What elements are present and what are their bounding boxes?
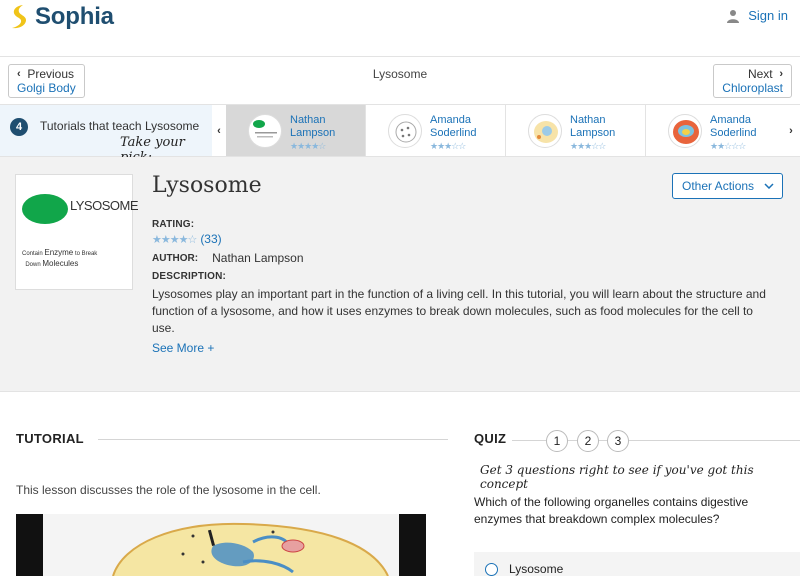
chevron-left-icon: ‹ [217, 124, 221, 137]
answer-text: Lysosome [509, 562, 564, 576]
rating-count[interactable]: (33) [200, 232, 222, 246]
chevron-down-icon [764, 183, 774, 189]
tutorial-count-badge: 4 [10, 118, 28, 136]
other-actions-label: Other Actions [682, 179, 755, 193]
tutorial-author: Amanda Soderlind [430, 114, 477, 139]
tutorial-card[interactable] [366, 105, 506, 156]
tutorial-rating-stars: ★★☆☆☆ [710, 141, 746, 151]
see-more-link[interactable]: See More + [152, 341, 215, 355]
tutorial-title: Lysosome [152, 173, 262, 198]
tutorials-strip-label: Tutorials that teach Lysosome [40, 119, 200, 133]
description-label: DESCRIPTION: [152, 271, 227, 282]
next-label: Next [747, 67, 773, 81]
concept-nav [0, 57, 800, 103]
quiz-step-1[interactable]: 1 [546, 430, 568, 452]
tutorial-thumbnail [388, 114, 422, 148]
tutorial-rating-stars: ★★★☆☆ [570, 141, 606, 151]
quiz-question: Which of the following organelles contains digestive enzymes that breakdown complex molecules? [474, 495, 749, 526]
cell-illustration [43, 514, 399, 576]
tutorial-cover-image [15, 174, 139, 290]
tutorial-card[interactable] [646, 105, 786, 156]
tutorials-strip-intro [0, 105, 212, 156]
chevron-right-icon: › [779, 68, 783, 80]
sophia-logo-icon [9, 4, 31, 30]
sophia-logo[interactable] [9, 3, 114, 31]
rating-label: RATING: [152, 219, 195, 230]
rating [152, 232, 222, 246]
author-name: Nathan Lampson [212, 251, 304, 265]
description-text: Lysosomes play an important part in the function of a living cell. In this tutorial, you will learn about the structure and function of a lysosome, and how it uses enzymes to break down molecules, such as food molecules for the cell to use. [152, 287, 766, 335]
tutorial-thumbnail [668, 114, 702, 148]
answer-radio[interactable] [485, 563, 498, 576]
user-icon [726, 9, 740, 23]
tutorial-heading-rule [98, 439, 448, 440]
next-button[interactable] [713, 64, 792, 98]
tutorial-card[interactable] [506, 105, 646, 156]
quiz-tagline: Get 3 questions right to see if you've got this concept [480, 463, 754, 491]
quiz-heading: QUIZ [474, 431, 507, 446]
take-your-pick-text: Take your [120, 135, 185, 150]
tutorial-detail [0, 157, 800, 392]
tutorial-description: This lesson discusses the role of the lysosome in the cell. [16, 483, 321, 497]
quiz-step-3[interactable]: 3 [607, 430, 629, 452]
cover-title: LYSOSOME [70, 198, 139, 213]
site-header [0, 0, 800, 57]
chevron-left-icon: ‹ [17, 68, 21, 80]
other-actions-dropdown[interactable] [672, 173, 783, 199]
tutorial-card[interactable] [226, 105, 366, 156]
brand-name: Sophia [35, 3, 114, 30]
tutorial-author: Nathan Lampson [290, 114, 336, 139]
sign-in-label: Sign in [748, 8, 788, 23]
quiz-step-2[interactable]: 2 [577, 430, 599, 452]
previous-label: Previous [27, 67, 75, 81]
concept-title: Lysosome [372, 67, 428, 81]
quiz-answer-option[interactable] [474, 552, 800, 576]
strip-next-arrow[interactable] [784, 105, 798, 156]
rating-stars: ★★★★☆ [152, 233, 197, 246]
author [152, 251, 304, 265]
tutorial-heading: TUTORIAL [16, 431, 84, 446]
video-frame [43, 514, 399, 576]
tutorial-rating-stars: ★★★☆☆ [430, 141, 466, 151]
next-target: Chloroplast [722, 81, 783, 95]
tutorial-rating-stars: ★★★★☆ [290, 141, 326, 151]
tutorial-thumbnail [248, 114, 282, 148]
tutorial-author: Amanda Soderlind [710, 114, 757, 139]
video-player[interactable] [16, 514, 426, 576]
author-label: AUTHOR: [152, 252, 199, 264]
chevron-right-icon: › [789, 124, 793, 137]
sign-in-link[interactable] [726, 8, 788, 23]
tutorial-author: Nathan Lampson [570, 114, 616, 139]
lysosome-blob-graphic [22, 194, 68, 224]
tutorial-thumbnail [528, 114, 562, 148]
cover-subtitle: Contain Enzyme to Break Down Molecules [22, 248, 98, 268]
previous-target: Golgi Body [17, 81, 76, 95]
tutorials-strip [0, 104, 800, 157]
strip-prev-arrow[interactable] [212, 105, 226, 156]
